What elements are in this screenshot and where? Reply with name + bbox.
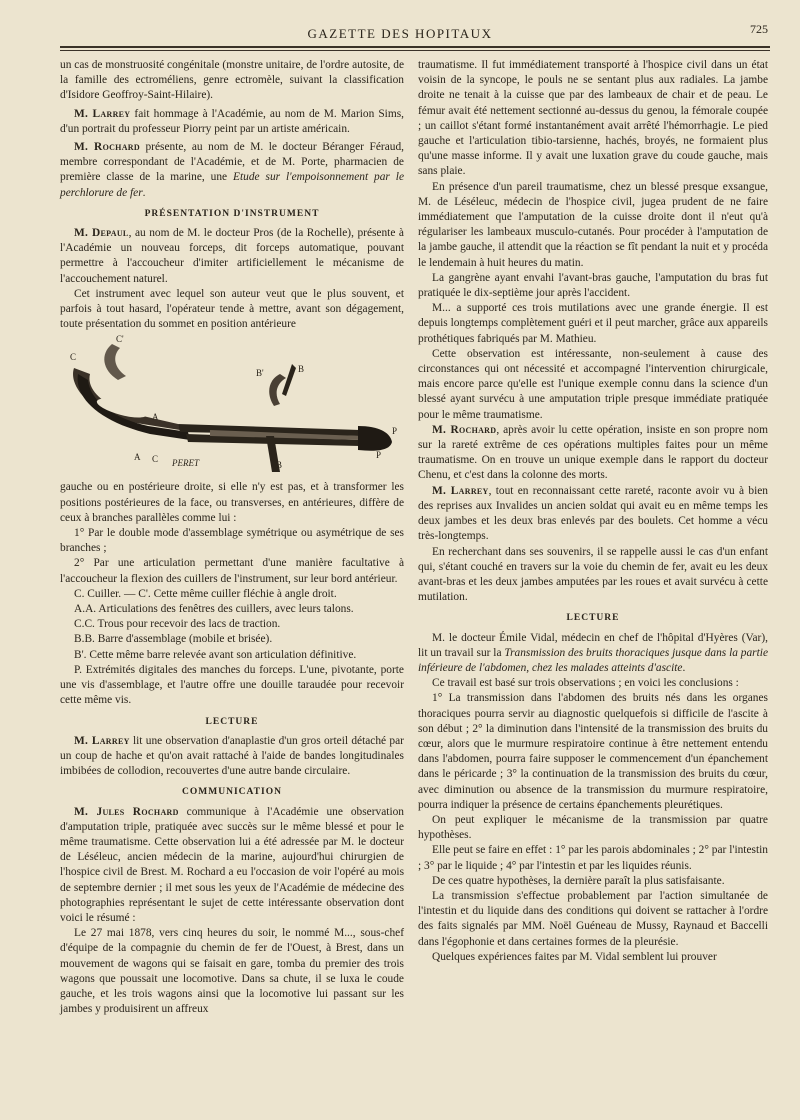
paragraph: un cas de monstruosité congénitale (monstre unitaire, de l'ordre autosite, de la famille des ectroméliens, genre ectromèle, suivant la classification d'Isidore Geoffroy-Saint-Hilaire).: [60, 59, 404, 102]
section-heading: LECTURE: [566, 613, 620, 624]
speaker-name: M. Larrey: [74, 107, 131, 120]
speaker-name: M. Larrey: [74, 734, 130, 747]
figure-label: A: [152, 412, 159, 423]
figure-legend-item: B'. Cette même barre relevée avant son articulation définitive.: [74, 648, 357, 661]
figure-legend-item: B.B. Barre d'assemblage (mobile et brisée).: [74, 633, 273, 646]
paragraph: Quelques expériences faites par M. Vidal semblent lui prouver: [432, 950, 717, 963]
right-column: [418, 58, 768, 965]
speaker-name: M. Rochard: [74, 141, 140, 154]
paragraph: traumatisme. Il fut immédiatement transporté à l'hospice civil dans un état voisin de la syncope, le pouls ne se sentant plus aux radiales. La jambe droite ne tenait à la cuisse que par des lambeaux de chair et de peau. Le fémur avait été nettement sectionné au-dessus du genou, la fémorale coupée ; un caillot s'étant formé instantanément avait arrêté l'hémorrhagie. Le pied gauche et l'articulation tibio-tarsienne, hachés, broyés, ne formaient plus qu'une masse informe. Il y avait une luxation grave du coude gauche, mais sans plaie.: [418, 59, 768, 178]
figure-legend-item: A.A. Articulations des fenêtres des cuillers, avec leurs talons.: [74, 603, 354, 616]
paragraph: On peut expliquer le mécanisme de la transmission par quatre hypothèses.: [418, 813, 768, 842]
paragraph: 1° La transmission dans l'abdomen des bruits nés dans les organes thoraciques pourra servir au diagnostic quelquefois si difficile de l'ascite à son début ; 2° la diminution dans l'intensité de la transmission des bruits du cœur, alors que le murmure respiratoire continue à être nettement entendu dans l'abdomen, pourra faire supposer le commencement d'un épanchement dans le péricarde ; 3° la continuation de la transmission des bruits du cœur, avec diminution ou absence de la transmission du murmure respiratoire, pourra indiquer la présence de certains épanchements pleurétiques.: [418, 692, 768, 811]
paragraph-text: M. le docteur Émile Vidal, médecin en chef de l'hôpital d'Hyères (Var), lit un travail sur la: [418, 631, 768, 659]
speaker-name: M. Rochard: [432, 423, 497, 436]
speaker-name: M. Larrey: [432, 484, 489, 497]
paragraph-text: fait hommage à l'Académie, au nom de M. Marion Sims, d'un portrait du professeur Piorry peint par un artiste américain.: [60, 107, 404, 135]
paragraph: [60, 805, 404, 927]
paragraph-text: communique à l'Académie une observation d'amputation triple, pratiquée avec succès sur le même blessé et pour le même traumatisme. Cette observation lui a été adressée par M. le docteur de Léséleuc, ancien médecin de la marine, aujourd'hui chirurgien de l'hospice civil de Brest. M. Rochard a eu l'occasion de voir l'opéré au mois de septembre dernier ; il met sous les yeux de l'Académie de médecine des photographies représentant le sujet de cette intéressante observation dont voici le résumé :: [60, 805, 405, 924]
paragraph: La transmission s'effectue probablement par l'action simultanée de l'intestin et du liquide dans des conditions qui doivent se rattacher à l'ordre des faits signalés par MM. Noël Guéneau de Mussy, Raynaud et Baccelli dans l'égophonie et dans certaines formes de la pleurésie.: [418, 889, 768, 948]
figure-legend-item: P. Extrémités digitales des manches du forceps. L'une, pivotante, porte une vis d'assemblage, et l'autre offre une douille taraudée pour recevoir cette même vis.: [60, 663, 404, 707]
forceps-blade-flexed: [104, 344, 126, 380]
paragraph-text: , au nom de M. le docteur Pros (de la Rochelle), présente à l'Académie un nouveau forceps, dit forceps automatique, pouvant permettre à l'accoucheur d'imiter artificiellement le mécanisme de l'accouchement naturel.: [60, 227, 404, 285]
paragraph-end: .: [682, 661, 686, 674]
paragraph-text: , tout en reconnaissant cette rareté, raconte avoir vu à bien des reprises aux Invalides un ancien soldat qui avait eu en même temps les deux jambes et les deux bras enlevés par des boulets. Cet homme a vécu très-longtemps.: [418, 484, 768, 543]
speaker-name: M. Jules Rochard: [74, 805, 179, 818]
paragraph: [60, 226, 404, 287]
paragraph: Le 27 mai 1878, vers cinq heures du soir, le nommé M..., sous-chef d'équipe de la compagnie du chemin de fer de l'Ouest, à Brest, dans un mouvement de wagons qui se faisait en gare, tomba du premier des trois wagons que poussait une locomotive. Dans sa chute, il se luxa le coude gauche, et les trois wagons ainsi que la locomotive lui passant sur les jambes y produisirent un affreux: [60, 927, 404, 1016]
paragraph-text: présente, au nom de M. le docteur Béranger Féraud, membre correspondant de l'Académie, et de M. Porte, pharmacien de première classe de la marine, une: [60, 141, 404, 184]
figure-label: C: [70, 352, 77, 363]
paragraph: [418, 423, 768, 484]
list-item: 2° Par une articulation permettant d'une manière facultative à l'accoucheur la flexion des cuillers de l'instrument, sur leur bord antérieur.: [60, 557, 404, 585]
paragraph-text: , après avoir lu cette opération, insiste en son propre nom sur la rareté extrême de ces opérations multiples faites pour un même traumatisme. On en trouve un unique exemple dans le rapport du docteur Chenu, et c'est dans la colonne des morts.: [418, 423, 768, 482]
paragraph: [60, 107, 404, 137]
paragraph: Ce travail est basé sur trois observations ; en voici les conclusions :: [432, 677, 739, 690]
paragraph: M... a supporté ces trois mutilations avec une grande énergie. Il est depuis longtemps complètement guéri et il peut marcher, grâce aux appareils prothétiques fabriqués par M. Mathieu.: [418, 302, 768, 345]
paragraph: [418, 484, 768, 545]
forceps-illustration: [60, 334, 404, 474]
figure-legend-item: C. Cuiller. — C'. Cette même cuiller fléchie à angle droit.: [74, 587, 337, 600]
figure-label: B: [276, 460, 283, 471]
paragraph: gauche ou en postérieure droite, si elle n'y est pas, et à transformer les positions postérieures de la face, ou transverses, en antérieures, diffère de ceux à branches parallèles comme lui :: [60, 481, 404, 524]
paper-title: Transmission des bruits thoraciques jusque dans la partie inférieure de l'abdomen, chez les malades atteints d'ascite: [418, 646, 769, 674]
forceps-figure: [60, 334, 404, 474]
list-item: 1° Par le double mode d'assemblage symétrique ou asymétrique de ses branches ;: [60, 527, 404, 555]
left-column: [60, 58, 404, 1017]
forceps-handle-end: [358, 426, 392, 451]
section-heading: COMMUNICATION: [182, 787, 282, 798]
header-rule-thin: [60, 50, 770, 51]
paragraph: En présence d'un pareil traumatisme, chez un blessé presque exsangue, M. de Léséleuc, médecin de l'hospice civil, jugea prudent de ne faire immédiatement que l'amputation de la cuisse droite dont il n'eut qu'à régulariser les lambeaux musculo-cutanés. Pour procéder à l'amputation de la jambe gauche, il attendit que la réaction se fît pendant la nuit et y procéda le lendemain à huit heures du matin.: [418, 180, 768, 269]
paragraph-end: .: [142, 186, 146, 199]
header-rule: [60, 46, 770, 48]
paragraph: [60, 140, 404, 201]
figure-label: B: [298, 364, 305, 375]
figure-label: C: [152, 454, 159, 465]
paragraph: La gangrène ayant envahi l'avant-bras gauche, l'amputation du bras fut pratiquée le dix-septième jour après l'accident.: [418, 271, 768, 300]
paragraph-text: lit une observation d'anaplastie d'un gros orteil détaché par un coup de hache et qu'on avait rattaché à l'aide de bandes longitudinales imbibées de collodion, recouvertes d'une autre bande circulaire.: [60, 734, 404, 778]
figure-legend-item: C.C. Trous pour recevoir des lacs de traction.: [74, 618, 281, 631]
paragraph: [60, 734, 404, 780]
engraver-signature: PERET: [172, 458, 199, 469]
figure-label: A: [134, 452, 141, 463]
figure-label: B': [256, 368, 264, 379]
section-heading: LECTURE: [205, 716, 259, 727]
paragraph: Elle peut se faire en effet : 1° par les parois abdominales ; 2° par l'intestin ; 3° par le liquide ; 4° par l'intestin et par les liquides réunis.: [418, 844, 768, 872]
assembly-bar-hook: [282, 364, 296, 396]
paragraph: En recherchant dans ses souvenirs, il se rappelle aussi le cas d'un enfant qui, s'étant couché en travers sur la voie du chemin de fer, avait eu les deux avant-bras et les deux jambes amputées par les roues et avait survécu à cette mutilation.: [418, 545, 768, 604]
journal-title: GAZETTE DES HOPITAUX: [307, 26, 493, 41]
section-heading: PRÉSENTATION D'INSTRUMENT: [144, 208, 320, 219]
paragraph: Cet instrument avec lequel son auteur veut que le plus souvent, et parfois à tout hasard, l'opérateur tende à mettre, avant son dégagement, toute présentation du sommet en position antérieure: [60, 287, 404, 331]
running-head: [0, 22, 800, 46]
paragraph: De ces quatre hypothèses, la dernière paraît la plus satisfaisante.: [432, 874, 725, 887]
figure-label: P: [376, 450, 382, 461]
figure-label: C': [116, 334, 124, 345]
page-number: 725: [750, 22, 768, 36]
paragraph: [418, 631, 768, 677]
figure-label: P: [392, 426, 398, 437]
paragraph: Cette observation est intéressante, non-seulement à cause des circonstances qui ont nécessité et accompagné l'intervention chirurgicale, mais encore parce qu'elle est l'unique exemple connu dans la science d'un blessé ayant survécu à une amputation triple presque immédiate pratiquée pour le même traumatisme.: [418, 347, 768, 421]
speaker-name: M. Depaul: [74, 227, 129, 240]
paper-title: Etude sur l'empoisonnement par le perchlorure de fer: [60, 171, 404, 199]
